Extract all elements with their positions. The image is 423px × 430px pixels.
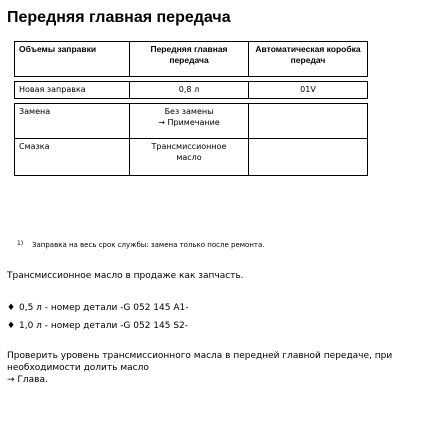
row-label-lubricant: Смазка xyxy=(15,139,130,176)
list-item xyxy=(7,302,188,314)
header-capacity: Объемы заправки xyxy=(15,42,130,77)
table-header-row xyxy=(15,42,368,77)
chapter-link[interactable]: → Глава. xyxy=(7,375,48,385)
list-item xyxy=(7,320,188,332)
cell-change-gearbox xyxy=(249,104,368,139)
table-row-lubricant xyxy=(15,139,368,176)
cell-lubricant-front: Трансмиссионное масло xyxy=(130,139,249,176)
list-item-text: 0,5 л - номер детали -G 052 145 A1- xyxy=(19,303,189,313)
cell-change-front xyxy=(130,104,249,139)
list-item-text: 1,0 л - номер детали -G 052 145 S2- xyxy=(19,321,189,331)
cell-new-fill-gearbox: 01V xyxy=(249,82,368,99)
paragraph-check-level xyxy=(7,350,415,386)
table-row-new-fill xyxy=(15,82,368,99)
paragraph-oil-spare-part: Трансмиссионное масло в продаже как запчасть. xyxy=(7,271,244,281)
note-link[interactable]: → Примечание xyxy=(158,118,220,127)
page-title: Передняя главная передача xyxy=(7,9,231,26)
capacity-table xyxy=(14,41,368,176)
footnote-text: Заправка на весь срок службы: замена только после ремонта. xyxy=(32,241,265,249)
cell-new-fill-front: 0,8 л xyxy=(130,82,249,99)
table-row-change xyxy=(15,104,368,139)
header-front-final-drive: Передняя главная передача xyxy=(130,42,249,77)
row-label-change: Замена xyxy=(15,104,130,139)
check-level-text: Проверить уровень трансмиссионного масла в передней главной передаче, при необходимости долить масло xyxy=(7,351,393,373)
footnote-mark: 1) xyxy=(17,240,24,247)
cell-lubricant-gearbox xyxy=(249,139,368,176)
bullet-icon: ♦ xyxy=(7,321,16,331)
cell-change-value: Без замены xyxy=(164,107,214,116)
row-label-new-fill: Новая заправка xyxy=(15,82,130,99)
header-automatic-gearbox: Автоматическая коробка передач xyxy=(249,42,368,77)
bullet-icon: ♦ xyxy=(7,303,16,313)
